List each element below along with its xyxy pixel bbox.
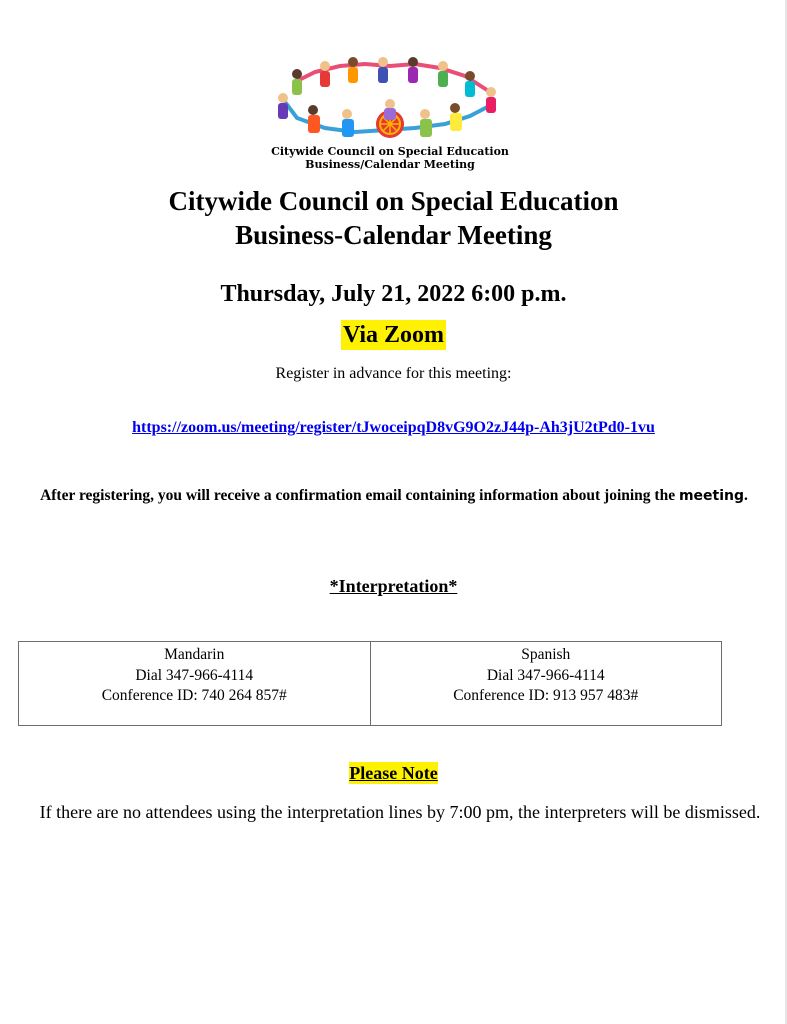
dial-number: Dial 347-966-4114 [135,666,254,684]
register-link-container [0,418,787,438]
meeting-date: Thursday, July 21, 2022 6:00 p.m. [220,281,567,307]
interpretation-cell-spanish [370,642,722,725]
page-title-line2: Business-Calendar Meeting [235,220,552,250]
page-title-line1: Citywide Council on Special Education [168,186,619,216]
dismissal-notice: If there are no attendees using the interpretation lines by 7:00 pm, the interpreters will be dismissed. [39,802,761,822]
council-logo [255,54,525,144]
via-container [0,320,787,350]
meeting-word: meeting [678,488,745,504]
logo-caption-line1: Citywide Council on Special Education [271,145,509,158]
interpretation-table [18,641,722,726]
interpretation-heading: *Interpretation* [329,576,458,596]
conference-id: Conference ID: 913 957 483# [453,687,639,704]
via-zoom-label: Via Zoom [342,322,445,348]
note-container [0,762,787,784]
after-registering-text [24,484,764,508]
please-note-heading: Please Note [349,763,438,783]
after-registering-main: After registering, you will receive a confirmation email containing information about joining the [40,487,676,504]
logo-caption-line2: Business/Calendar Meeting [305,158,475,171]
conference-id: Conference ID: 740 264 857# [101,687,287,704]
register-link[interactable]: https://zoom.us/meeting/register/tJwoceipqD8vG9O2zJ44p-Ah3jU2tPd0-1vu [132,419,655,436]
language-label: Spanish [521,646,571,663]
interpretation-cell-mandarin [19,642,370,725]
dial-number: Dial 347-966-4114 [486,666,605,684]
language-label: Mandarin [164,646,225,663]
after-registering-period: . [744,487,748,504]
register-instructions: Register in advance for this meeting: [275,365,512,382]
children-circle-logo-icon [255,54,525,144]
